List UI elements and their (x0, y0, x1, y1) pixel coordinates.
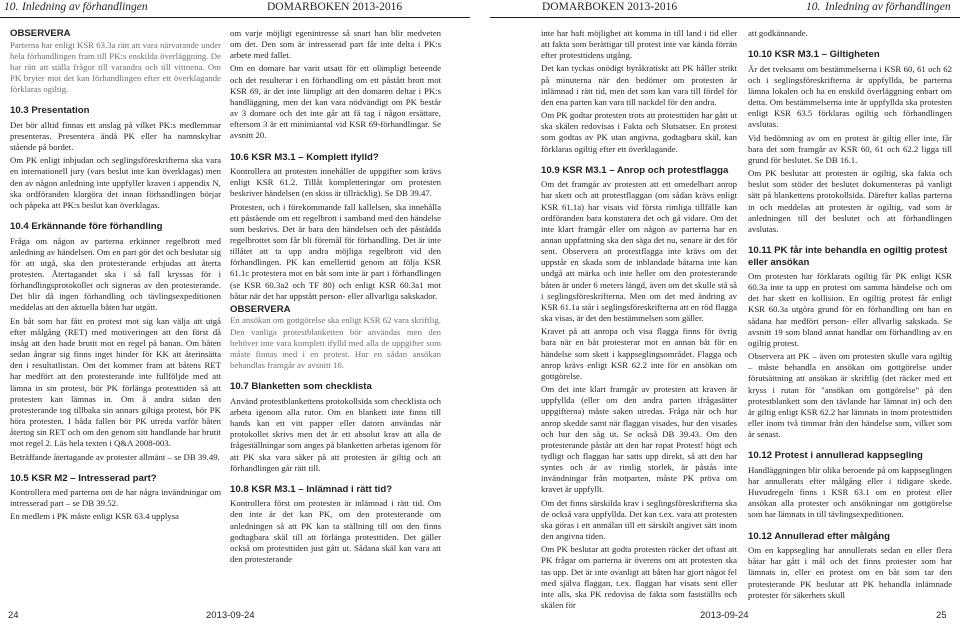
para-10-9f: att godkännande. (748, 28, 808, 38)
heading-10-12b: 10.12 Annullerad efter målgång (748, 530, 890, 542)
heading-10-12: 10.12 Protest i annullerad kappsegling (748, 450, 923, 462)
right-header-chapter-num: 10. (806, 1, 821, 13)
para-10-10b: Vid bedömning av om en protest är giltig eller inte, får bara det som framgår av KSR 60, 61 och 62.2 ligga till grund för beslutet. Se DB 16.1. (748, 132, 952, 165)
para-10-7: Använd protestblankettens protokollsida som checklista och arbeta igenom alla rutor. Om en blankett inte finns till hands kan ett vitt papper eller datorn användas när protokollet skrivs men det är ett absolut krav att alla de frågeställningar som anges på blanketten arbetas igenom för att PK ska vara säker på att protesten är giltig och att förhandlingen går rätt till. (230, 395, 441, 473)
left-page-header (0, 0, 480, 18)
para-10-9b: Kravet på att anropa och visa flagga finns för övrig bara när en båt protesterar mot en annan båt för en händelse som skett i kappseglingsområdet. Flagga och anrop krävs enligt KSR 62.2 inte för en ansökan om gottgörelse. (541, 326, 737, 381)
observera-heading-2: OBSERVERA (230, 303, 291, 315)
heading-10-6: 10.6 KSR M3.1 – Komplett ifylld? (230, 151, 379, 163)
column-2 (230, 28, 441, 567)
heading-10-8: 10.8 KSR M3.1 – Inlämnad i rätt tid? (230, 483, 393, 495)
heading-10-7: 10.7 Blanketten som checklista (230, 381, 372, 393)
para-10-9c: Om det inte klart framgår av protesten att kraven är uppfyllda (eller om den andra parten ifrågasätter uppgifterna) måste saken utredas. Fråga när och hur anrop skedde samt när flaggan visades, hur den visades och hur den såg ut. Se också DB 39.43. Om den protesterande påstår att den har ropat Protest! högt och tydligt och flaggan har satts upp direkt, så att den har syntes och är av rimlig storlek, är påstås inte invändningar från motparten, måste PK pröva om kravet är uppfyllt. (541, 384, 737, 495)
para-10-10a: Är det tveksamt om bestämmelserna i KSR 60, 61 och 62 och i seglingsföreskrifterna är uppfyllda, be parterna lämna lokalen och ha en enskild överläggning enbart om detta. Om bestämmelserna inte är uppfyllda ska protesten enligt KSR 63.5 förklaras ogiltig och förhandlingen avslutas. (748, 63, 952, 130)
para-10-5a: Kontrollera med parterna om de har några invändningar om intresserad part – se DB 39.52. (10, 487, 221, 509)
observera-text-1: Parterna har enligt KSR 63.3a rätt att vara närvarande under hela förhandlingen fram till PK:s enskilda överläggning. De har rätt att ställa frågor till varandra och till vittnena. Om PK bryter mot det kan förhandlingen efter ett överklagande förklaras ogiltig. (10, 39, 221, 95)
right-page-header (480, 0, 960, 18)
para-10-9e: Om PK beslutar att godta protesten räcker det oftast att PK frågar om parterna är överens om att protesten ska tas upp. Det är inte ovanligt att båten har gjort något fel med själva flaggan, t.ex. flaggan har visats sent eller inte alls, ska PK redovisa de fakta som fastställts och skälen för (541, 544, 737, 610)
left-header-rule (0, 17, 470, 18)
heading-10-9: 10.9 KSR M3.1 – Anrop och protestflagga (541, 164, 729, 176)
para-10-3a: Det bör alltid finnas ett anslag på vilket PK:s medlemmar presenteras. Presentera ändå PK eller ha namnskyltar stående på bordet. (10, 119, 221, 153)
para-10-6a: Kontrollera att protesten innehåller de uppgifter som krävs enligt KSR 61.2. Tillåt kompletteringar om protesten beskriver händelsen (en skiss är tillräcklig). Se DB 39.47. (230, 166, 441, 199)
para-10-11b: Observera att PK – även om protesten skulle vara ogiltig – måste behandla en ansökan om gottgörelse under förutsättning att ansökan är skriftlig (det räcker med ett kryss i rutan för "ansökan om gottgörelse" på den protestblankett som den tävlande har lämnat in) och den är giltig enligt KSR 62.2 har lämnats in inom protesttiden eller inom två timmar från den händelse som, vilket som är senast. (748, 351, 952, 440)
para-10-12b: Om en kappsegling har annullerats sedan en eller flera båtar har gått i mål och det finns protester som har lämnats in, eller en protest om en båt som tar den protesterande PK beslutar att PK behandla inlämnade protester för säkerhets skull (748, 545, 952, 600)
para-10-11a: Om protesten har förklarats ogiltig får PK enligt KSR 60.3a inte ta upp en protest om samma händelse och om det har skett en kollision. En ogiltig protest får enligt KSR 60.3a utgöra grund för en förhandling om han en sådana har medfört person- eller allvarlig sakskada. Se avsnitt 19 som bland annat handlar om förhandling av en ogiltig protest. (748, 271, 952, 348)
heading-10-5: 10.5 KSR M2 – Intresserad part? (10, 472, 157, 484)
para-10-8: Kontrollera först om protesten är inlämnad i rätt tid. Om den inte är det kan PK, om den protesterande om anledningen så att PK kan ta ställning till om den finns godtagbara skäl till att förlänga protesttiden. Det gäller också om protesttiden just gått ut. Sådana skäl kan vara att den protesterande (230, 498, 441, 565)
heading-10-10: 10.10 KSR M3.1 – Giltigheten (748, 49, 880, 61)
left-header-title: DOMARBOKEN 2013-2016 (267, 1, 403, 13)
para-10-10c: Om PK beslutar att protesten är ogiltig, ska fakta och beslut som stöder det beslutet dokumenteras på vanligt sätt på blankettens protokollsida. Därefter kallas parterna in och meddelas att protesten är ogiltig, vad som är anledningen till det beslutet och att förhandlingen avslutas. (748, 168, 952, 234)
para-10-6b: Protesten, och i förekommande fall kallelsen, ska innehålla ett påstående om ett regelbrott i samband med den händelse som beskrivs. Det är bara den händelsen och det påstådda regelbrottet som får bli föremål för förhandling. Det är inte tillåtet att ta upp andra möjliga regelbrott vid den förhandlingen. PK kan emellertid genom att följa KSR 61.1c protestera mot en båt som inte är part i förhandlingen (se KSR 60.3a2 och TF 80) och enligt KSR 60.3a1 mot båtar när det har uppstått person- eller allvarliga sakskador. (230, 201, 441, 301)
right-header-title: DOMARBOKEN 2013-2016 (542, 1, 678, 13)
column-1 (10, 28, 221, 525)
right-footer-date: 2013-09-24 (700, 610, 749, 621)
para-10-12: Handläggningen blir olika beroende på om kappseglingen har annullerats efter målgång eller i tidigare skede. Huvudregeln finns i KSR 63.1 om en protest eller ansökan alla protester och ansökningar om gottgörelse som har lämnats in till tävlingsexpeditionen. (748, 464, 952, 520)
para-10-5d: Om en domare har varit utsatt för ett olämpligt beteende och det resulterar i en förhandling om ett påstått brott mot KSR 69, är det inte lämpligt att den domaren deltar i PK:s handläggning, men det kan vara nödvändigt om PK består av 3 domare och det inte går att få tag i någon ersättare, eftersom 3 är ett minimiantal vid KSR 69-förhandlingar. Se avsnitt 20. (230, 63, 441, 141)
para-10-3b: Om PK enligt inbjudan och seglingsföreskrifterna ska vara en internationell jury (vars beslut inte kan överklagas) men den av någon anledning inte uppfyller kraven i appendix N, ska ordföranden klargöra det innan förhandlingen börjar och påpeka att PK:s beslut kan överklagas. (10, 155, 221, 210)
para-10-8b: inte har haft möjlighet att komma in till land i tid eller att fakta som berättigar till protest inte var kända förrän efter protesttidens utgång. (541, 28, 737, 61)
para-10-4a: Fråga om någon av parterna erkänner regelbrott med anledning av händelsen. Om en part gör det och beslutar sig för att utgå, ska den protesterande erbjudas att återta protesten. Återtagandet ska i så fall kryssas för i förhandlingsprotokollet och signeras av den protesterande. Det blir då ingen förhandling och tävlingsexpeditionen meddelas att den aktuella båten har utgått. (10, 235, 221, 313)
para-10-8d: Om PK godtar protesten trots att protesttiden har gått ut ska skälen redovisas i Fakta och Slutsatser. En protest som godtas av PK utan angivna, godtagbara skäl, kan förklaras ogiltig efter ett överklagande. (541, 110, 737, 154)
left-page-number: 24 (8, 610, 19, 621)
left-header-chapter: Inledning av förhandlingen (22, 1, 148, 13)
para-10-8c: Det kan tyckas onödigt byråkratiskt att PK håller strikt på minuterna när den bedömer om protesten är inlämnad i rätt tid, men det som kan vara till fördel för den ena parten kan vara till nackdel för den andra. (541, 63, 737, 107)
para-10-5b: En medlem i PK måste enligt KSR 63.4 upplysa (10, 511, 179, 522)
para-10-4b: En båt som har fått en protest mot sig kan välja att utgå efter målgång (RET) med motiveringen att den först då insåg att den hade brutit mot en regel på banan. Om båten sedan ångrar sig finns inget hinder för KK att återinsätta den i resultatlistan. Om det kommer fram att båtens RET har medfört att den protesterande inte fullföljde med att lämna in sin protest, bör PK förlänga protesttiden så att protesten kan lämnas in. Om å andra sidan den protesterande tog tillbaka sin annars giltiga protest, bör PK höra protesten. I båda fallen bör PK utreda varför båten återtog sin RET och om den genom sitt handlande har brutit mot regel 2. Läs hela texten i Q&A 2008-003. (10, 315, 221, 449)
observera-heading-1: OBSERVERA (10, 28, 71, 39)
para-10-5c: om varje möjligt egenintresse så snart han blir medveten om det. Den som är intresserad part får inte delta i PK:s arbete med fallet. (230, 28, 441, 61)
para-10-9d: Om det finns särskilda krav i seglingsföreskrifterna ska de också vara uppfyllda. Det kan t.ex. vara att protesten ska göras i ett anmälan till ett särskilt angivet sätt inom den angivna tiden. (541, 497, 737, 542)
observera-text-2: En ansökan om gottgörelse ska enligt KSR 62 vara skriftlig. Den vanliga protestblanketten bör användas men den behöver inte vara komplett ifylld med alla de uppgifter som måste finnas med i en protest. Hur en sådan ansökan behandlas framgår av avsnitt 16. (230, 315, 441, 371)
para-10-4c: Beträffande återtagande av protester allmänt – se DB 39.49. (10, 451, 220, 462)
right-header-chapter: Inledning av förhandlingen (825, 1, 951, 13)
para-10-9a: Om det framgår av protesten att ett omedelbart anrop har skett och att protestflaggan (om sådan krävs enligt KSR 61.1a) har visats vid första rimliga tillfälle kan ordföranden bara konstatera det och gå vidare. Om det inte klart framgår eller om någon av parterna har en annan uppfattning ska den säga det nu, senare är det för sent. Observera att protestflagga inte krävs om det uppstår en skada som de inblandade båtarna inte kan undgå att märka och inte heller om den protesterande båten är under 6 meters längd, även om det skulle stå så i seglingsföreskrifterna. Men om det med ändring av KSR 61.1a står i seglingsföreskrifterna att en röd flagga ska visas, är det den bestämmelsen som gäller. (541, 179, 737, 324)
heading-10-11: 10.11 PK får inte behandla en ogiltig protest eller ansökan (748, 245, 948, 268)
right-page-number: 25 (936, 610, 947, 621)
column-4 (748, 28, 952, 603)
heading-10-3: 10.3 Presentation (10, 105, 90, 117)
left-footer-date: 2013-09-24 (206, 610, 255, 621)
left-header-chapter-num: 10. (4, 1, 19, 13)
heading-10-4: 10.4 Erkännande före förhandling (10, 221, 163, 233)
column-3 (541, 28, 737, 613)
right-header-rule (490, 17, 960, 18)
